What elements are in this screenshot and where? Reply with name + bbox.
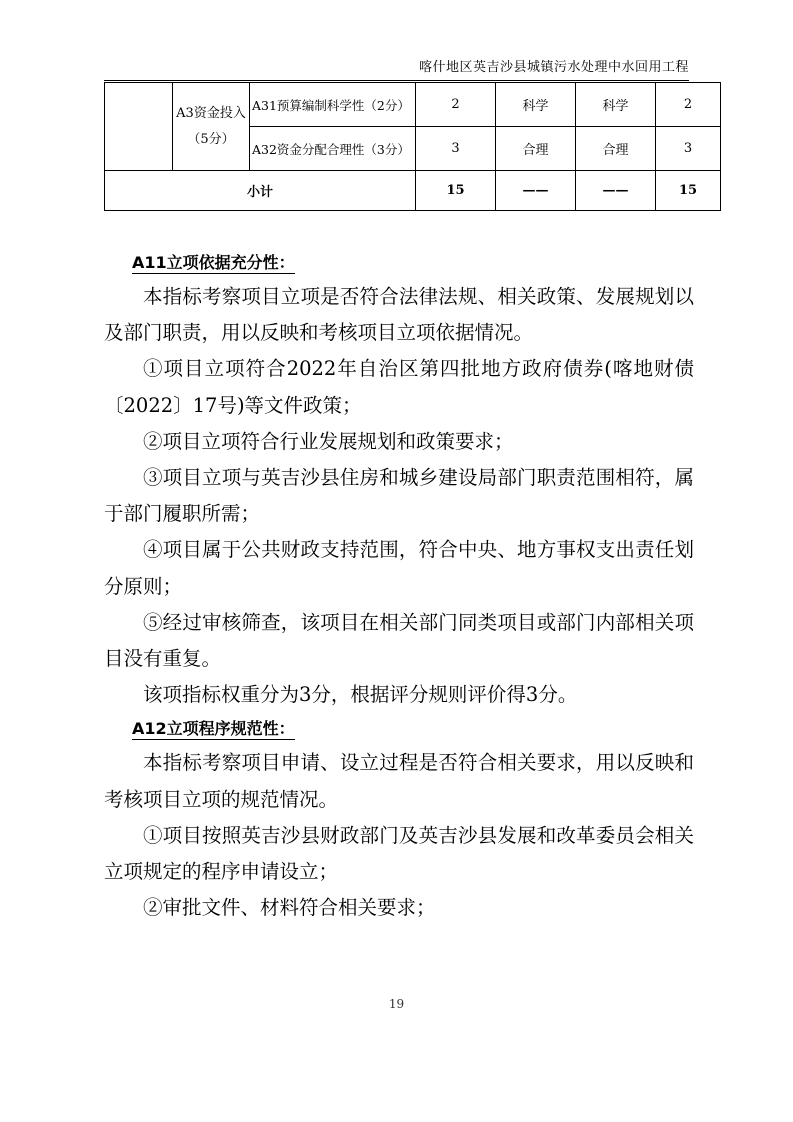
indicator-cell: A31预算编制科学性（2分） bbox=[250, 83, 416, 127]
table-row bbox=[105, 83, 721, 127]
subtotal-weight: 15 bbox=[416, 171, 496, 211]
subtotal-label: 小计 bbox=[105, 171, 416, 211]
paragraph: ④项目属于公共财政支持范围，符合中央、地方事权支出责任划分原则； bbox=[104, 538, 694, 598]
section-heading-a11: A11立项依据充分性： bbox=[132, 253, 295, 272]
criteria-cell: 合理 bbox=[496, 127, 576, 171]
score-table bbox=[104, 82, 721, 211]
paragraph: ⑤经过审核筛查，该项目在相关部门同类项目或部门内部相关项目没有重复。 bbox=[104, 610, 694, 671]
actual-cell: 科学 bbox=[576, 83, 656, 127]
page-header: 喀什地区英吉沙县城镇污水处理中水回用工程 bbox=[104, 56, 689, 81]
subtotal-actual: —— bbox=[576, 171, 656, 211]
paragraph: ③项目立项与英吉沙县住房和城乡建设局部门职责范围相符，属于部门履职所需； bbox=[104, 466, 694, 526]
paragraph: ①项目立项符合2022年自治区第四批地方政府债券(喀地财债〔2022〕17号)等文件政策； bbox=[104, 357, 694, 417]
group-label-cell bbox=[173, 83, 250, 171]
subtotal-row bbox=[105, 171, 721, 211]
blank-cell bbox=[105, 83, 173, 171]
paragraph: 本指标考察项目申请、设立过程是否符合相关要求，用以反映和考核项目立项的规范情况。 bbox=[104, 751, 694, 811]
score-cell: 3 bbox=[656, 127, 721, 171]
group-label-line2: （5分） bbox=[187, 131, 235, 147]
paragraph: ②项目立项符合行业发展规划和政策要求； bbox=[143, 429, 514, 453]
paragraph: ②审批文件、材料符合相关要求； bbox=[143, 896, 436, 920]
group-label-line1: A3资金投入 bbox=[176, 105, 246, 121]
actual-cell: 合理 bbox=[576, 127, 656, 171]
subtotal-criteria: —— bbox=[496, 171, 576, 211]
page-number: 19 bbox=[388, 997, 405, 1011]
weight-cell: 2 bbox=[416, 83, 496, 127]
subtotal-score: 15 bbox=[656, 171, 721, 211]
criteria-cell: 科学 bbox=[496, 83, 576, 127]
document-body bbox=[104, 247, 694, 926]
weight-cell: 3 bbox=[416, 127, 496, 171]
paragraph: 本指标考察项目立项是否符合法律法规、相关政策、发展规划以及部门职责，用以反映和考核项目立项依据情况。 bbox=[104, 285, 694, 345]
indicator-cell: A32资金分配合理性（3分） bbox=[250, 127, 416, 171]
paragraph: 该项指标权重分为3分，根据评分规则评价得3分。 bbox=[143, 683, 578, 707]
score-cell: 2 bbox=[656, 83, 721, 127]
section-heading-a12: A12立项程序规范性： bbox=[132, 719, 295, 739]
paragraph: ①项目按照英吉沙县财政部门及英吉沙县发展和改革委员会相关立项规定的程序申请设立； bbox=[104, 823, 694, 884]
